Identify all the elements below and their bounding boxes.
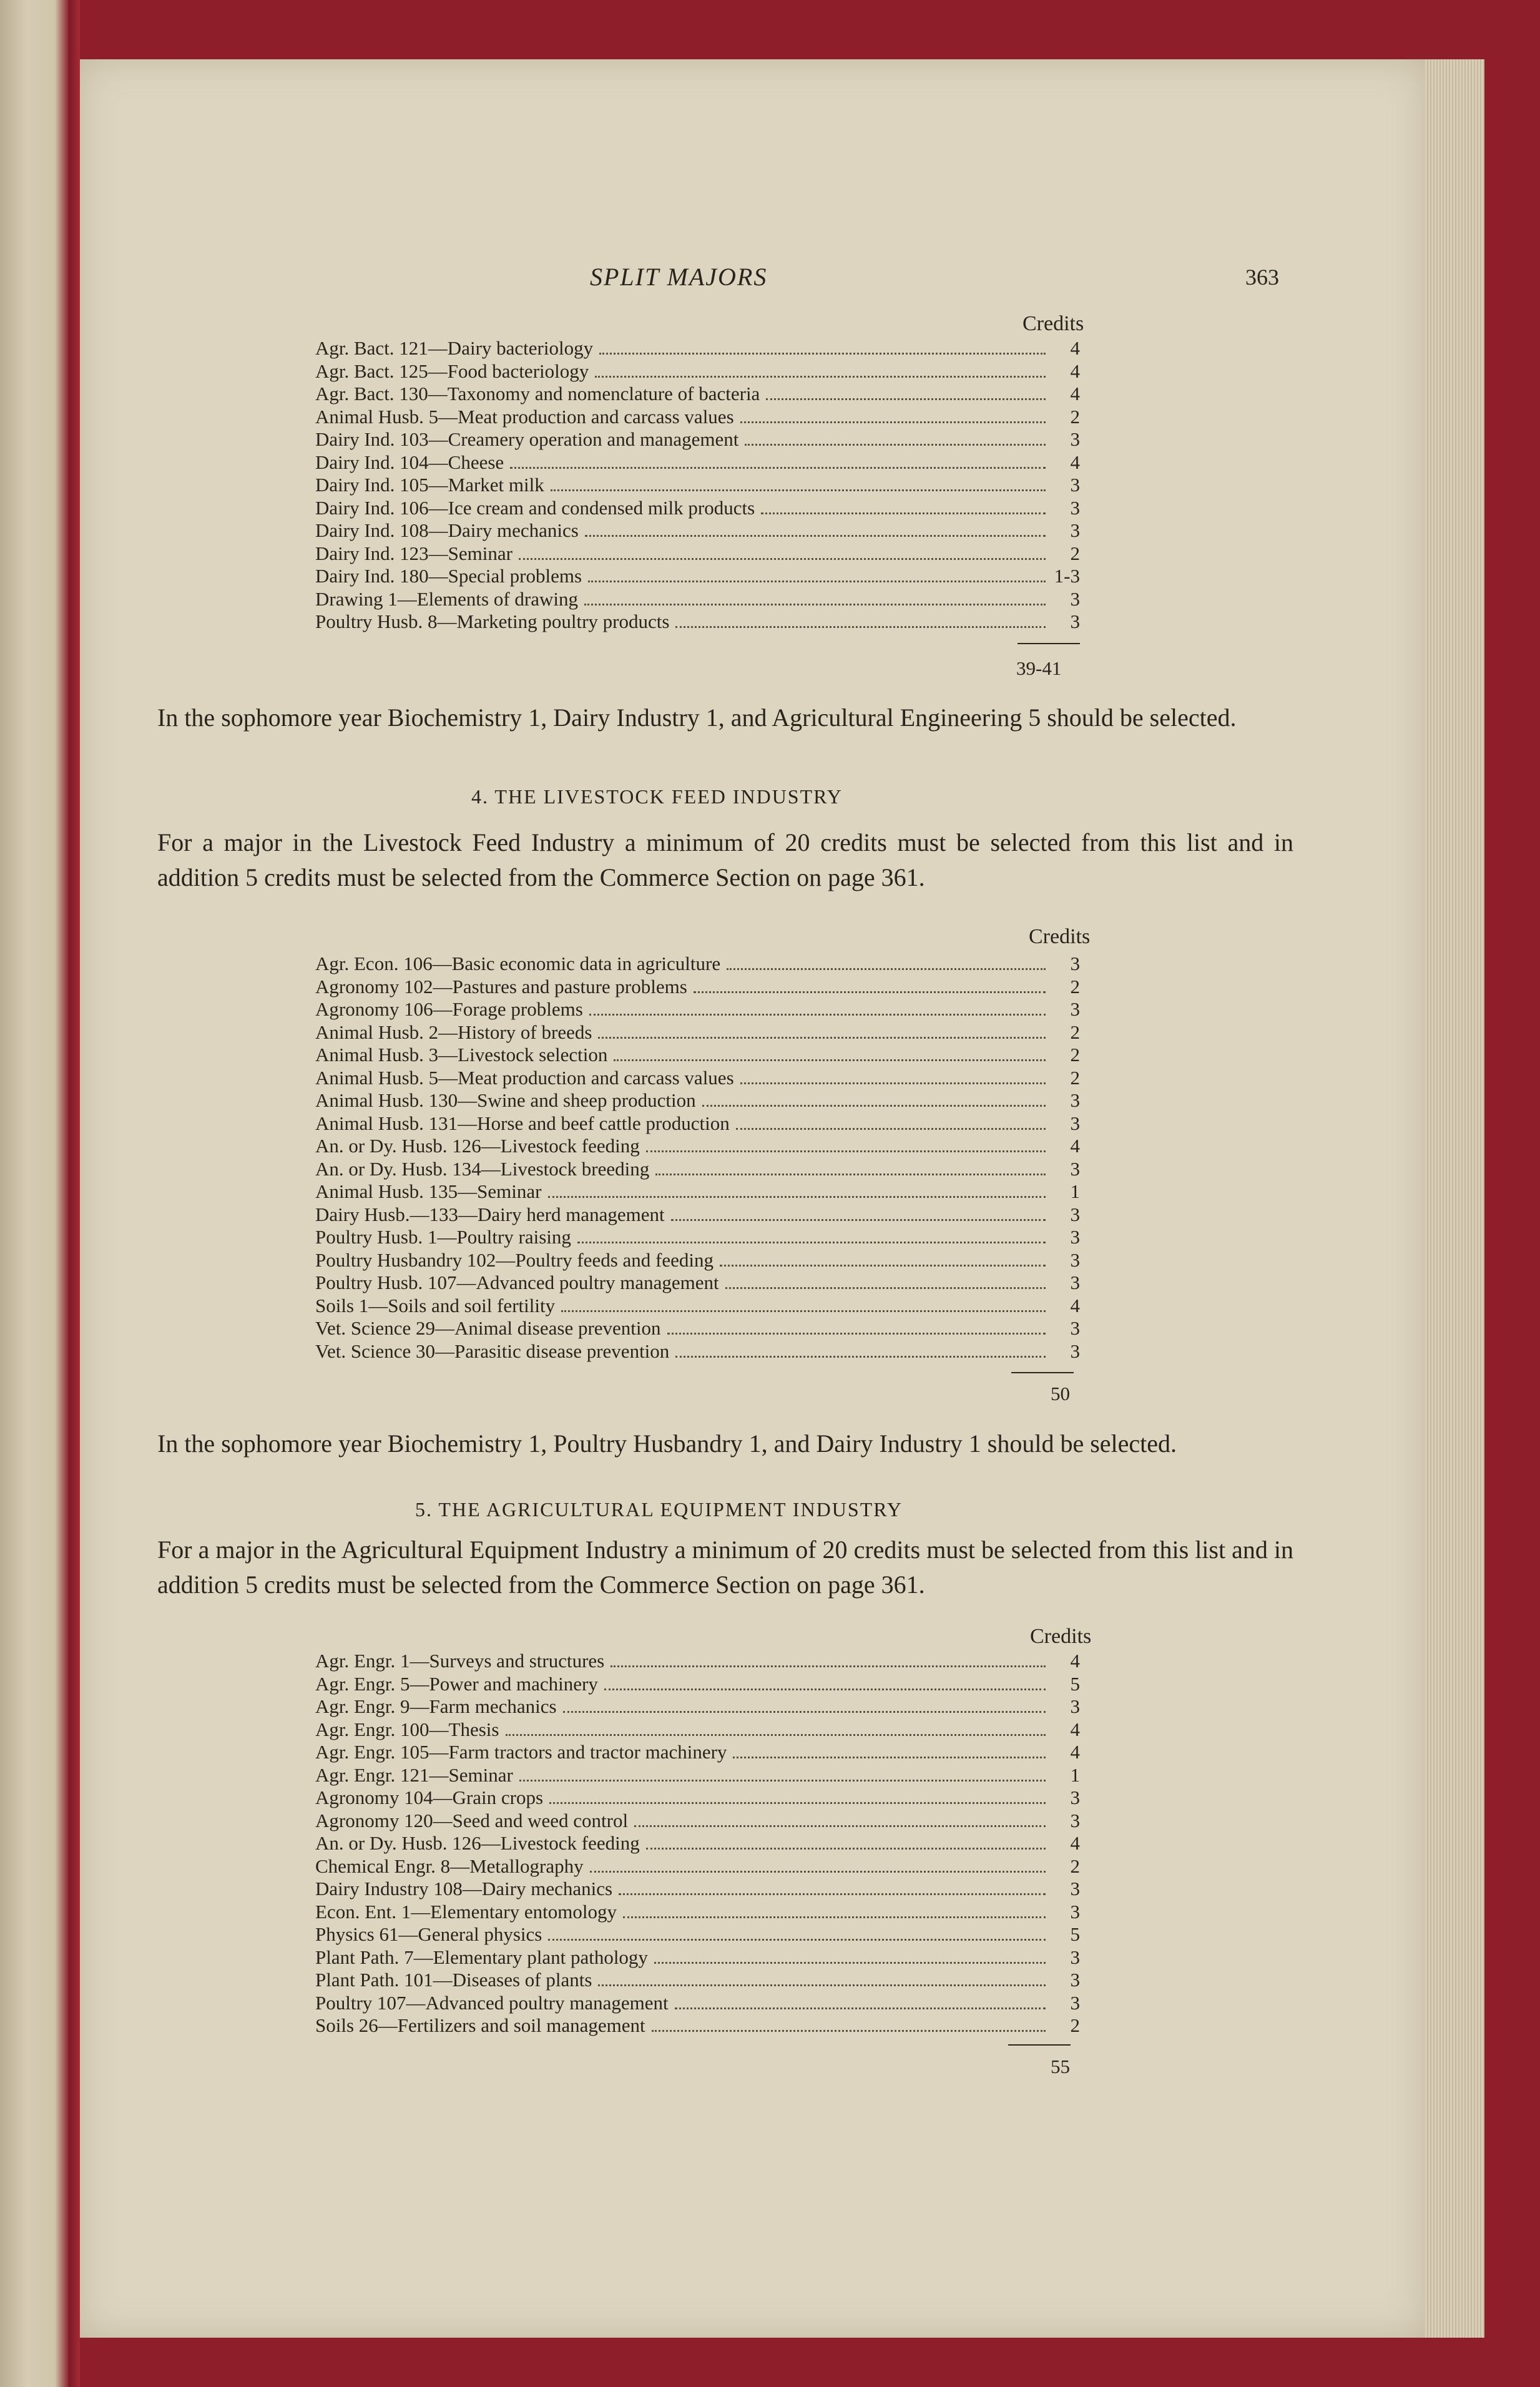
course-credits: 3	[1070, 1226, 1080, 1248]
course-title: Poultry Husb. 107—Advanced poultry management	[315, 1272, 719, 1293]
course-title: Drawing 1—Elements of drawing	[315, 587, 578, 610]
dot-leader	[646, 1150, 1046, 1152]
dot-leader	[675, 1356, 1046, 1358]
course-row	[315, 1718, 1080, 1742]
dot-leader	[761, 512, 1046, 514]
course-credits: 3	[1070, 1809, 1080, 1831]
course-title: Agr. Bact. 121—Dairy bacteriology	[315, 337, 594, 359]
dot-leader	[598, 1037, 1046, 1039]
course-title: Agr. Engr. 105—Farm tractors and tractor machinery	[315, 1741, 727, 1763]
course-row	[315, 1272, 1080, 1295]
dot-leader	[675, 626, 1046, 628]
course-title: Animal Husb. 130—Swine and sheep production	[315, 1089, 696, 1111]
course-row	[315, 1112, 1080, 1135]
dot-leader	[654, 1962, 1046, 1964]
dot-leader	[561, 1310, 1046, 1312]
course-title: Plant Path. 7—Elementary plant pathology	[315, 1946, 648, 1968]
dot-leader	[619, 1893, 1046, 1895]
paragraph-agricultural-equipment: For a major in the Agricultural Equipment Industry a minimum of 20 credits must be selected from this list and in addition 5 credits must be selected from the Commerce Section on page 361.	[157, 1536, 1293, 1599]
dot-leader	[599, 353, 1046, 355]
course-credits: 4	[1070, 451, 1080, 473]
course-list-agricultural-equipment	[315, 1650, 1080, 2037]
course-row	[315, 1021, 1080, 1044]
course-row	[315, 542, 1080, 566]
course-credits: 4	[1070, 383, 1080, 404]
course-credits: 5	[1070, 1923, 1080, 1945]
course-row	[315, 1226, 1080, 1249]
course-credits: 3	[1070, 1112, 1080, 1134]
course-row	[315, 1741, 1080, 1764]
course-credits: 3	[1070, 1340, 1080, 1362]
course-credits: 3	[1070, 1946, 1080, 1968]
course-title: Agronomy 102—Pastures and pasture problems	[315, 975, 687, 997]
course-credits: 1-3	[1054, 565, 1080, 587]
course-title: Poultry 107—Advanced poultry management	[315, 1991, 669, 2014]
course-title: Poultry Husb. 1—Poultry raising	[315, 1226, 571, 1248]
course-title: Agr. Bact. 125—Food bacteriology	[315, 360, 589, 382]
dot-leader	[584, 604, 1046, 605]
course-credits: 4	[1070, 1718, 1080, 1740]
course-row	[315, 1878, 1080, 1901]
dot-leader	[667, 1333, 1046, 1335]
dot-leader	[577, 1242, 1046, 1243]
course-row	[315, 1673, 1080, 1696]
course-title: Animal Husb. 2—History of breeds	[315, 1021, 592, 1043]
course-credits: 2	[1070, 542, 1080, 564]
course-row	[315, 1340, 1080, 1363]
course-credits: 2	[1070, 975, 1080, 997]
course-row	[315, 474, 1080, 497]
dot-leader	[634, 1825, 1046, 1827]
course-credits: 3	[1070, 1900, 1080, 1923]
course-row	[315, 1695, 1080, 1718]
dot-leader	[652, 2030, 1046, 2032]
course-title: Agr. Engr. 100—Thesis	[315, 1718, 499, 1740]
course-credits: 4	[1070, 1832, 1080, 1854]
course-row	[315, 1203, 1080, 1227]
dot-leader	[563, 1711, 1046, 1713]
dot-leader	[598, 1984, 1046, 1986]
dot-leader	[519, 558, 1046, 560]
dot-leader	[623, 1916, 1046, 1918]
course-credits: 4	[1070, 1135, 1080, 1157]
paragraph-sophomore-dairy: In the sophomore year Biochemistry 1, Dairy Industry 1, and Agricultural Engineering 5 should be selected.	[157, 703, 1237, 732]
dot-leader	[733, 1757, 1046, 1758]
course-title: Agr. Engr. 1—Surveys and structures	[315, 1650, 605, 1672]
dot-leader	[506, 1734, 1046, 1736]
course-credits: 3	[1070, 587, 1080, 610]
course-row	[315, 1295, 1080, 1318]
course-title: Agronomy 104—Grain crops	[315, 1787, 544, 1808]
course-credits: 3	[1070, 1157, 1080, 1180]
course-row	[315, 497, 1080, 520]
page-block-edges	[1425, 59, 1484, 2338]
dot-leader	[671, 1219, 1046, 1221]
course-credits: 3	[1070, 428, 1080, 450]
dot-leader	[725, 1287, 1046, 1289]
course-title: Animal Husb. 135—Seminar	[315, 1180, 542, 1202]
course-row	[315, 1135, 1080, 1158]
course-row	[315, 1923, 1080, 1946]
course-credits: 4	[1070, 1294, 1080, 1316]
course-row	[315, 1249, 1080, 1272]
dot-leader	[720, 1265, 1046, 1267]
course-credits: 4	[1070, 1650, 1080, 1672]
course-title: Agr. Engr. 5—Power and machinery	[315, 1672, 598, 1695]
dot-leader	[590, 1871, 1046, 1873]
course-row	[315, 565, 1080, 588]
course-title: Agr. Engr. 121—Seminar	[315, 1763, 513, 1786]
course-credits: 3	[1070, 1878, 1080, 1899]
list-total: 50	[1051, 1383, 1070, 1404]
course-title: Animal Husb. 5—Meat production and carcass values	[315, 405, 734, 428]
course-row	[315, 1855, 1080, 1878]
course-row	[315, 998, 1080, 1021]
dot-leader	[646, 1848, 1046, 1850]
dot-leader	[694, 991, 1046, 993]
dot-leader	[551, 489, 1046, 491]
course-credits: 3	[1070, 519, 1080, 541]
course-credits: 3	[1070, 953, 1080, 974]
course-credits: 3	[1070, 496, 1080, 519]
course-title: Dairy Ind. 105—Market milk	[315, 474, 544, 496]
page-number: 363	[1245, 265, 1279, 290]
course-row	[315, 1764, 1080, 1787]
course-title: Dairy Ind. 108—Dairy mechanics	[315, 519, 579, 541]
dot-leader	[702, 1105, 1046, 1107]
dot-leader	[595, 376, 1046, 378]
dot-leader	[655, 1174, 1046, 1175]
course-row	[315, 337, 1080, 360]
dot-leader	[745, 444, 1046, 446]
course-credits: 3	[1070, 1695, 1080, 1717]
course-credits: 5	[1070, 1672, 1080, 1695]
course-credits: 3	[1070, 1991, 1080, 2014]
course-title: Vet. Science 29—Animal disease prevention	[315, 1317, 661, 1339]
course-title: Agr. Bact. 130—Taxonomy and nomenclature of bacteria	[315, 383, 760, 404]
course-row	[315, 1832, 1080, 1855]
course-row	[315, 1992, 1080, 2015]
course-credits: 3	[1070, 474, 1080, 496]
total-rule	[1008, 2044, 1071, 2046]
course-title: An. or Dy. Husb. 134—Livestock breeding	[315, 1157, 650, 1180]
course-title: Poultry Husb. 8—Marketing poultry products	[315, 610, 670, 632]
course-row	[315, 2014, 1080, 2037]
course-title: Dairy Ind. 123—Seminar	[315, 542, 513, 564]
course-row	[315, 1089, 1080, 1112]
course-title: Dairy Ind. 106—Ice cream and condensed milk products	[315, 496, 755, 519]
course-title: Dairy Ind. 180—Special problems	[315, 565, 582, 587]
dot-leader	[727, 968, 1046, 970]
course-title: Econ. Ent. 1—Elementary entomology	[315, 1900, 617, 1923]
course-row	[315, 1650, 1080, 1673]
facing-page-edge	[0, 0, 69, 2387]
course-list-livestock-feed	[315, 953, 1080, 1363]
dot-leader	[548, 1939, 1046, 1941]
dot-leader	[736, 1128, 1046, 1130]
dot-leader	[549, 1802, 1046, 1804]
course-title: Soils 26—Fertilizers and soil management	[315, 2014, 645, 2036]
course-credits: 2	[1070, 1044, 1080, 1066]
course-row	[315, 610, 1080, 634]
dot-leader	[589, 1014, 1046, 1016]
list-total: 39-41	[1016, 657, 1062, 679]
book-cover-left	[69, 0, 80, 2387]
credits-column-header: Credits	[1023, 312, 1084, 335]
course-title: Dairy Husb.—133—Dairy herd management	[315, 1203, 665, 1225]
course-title: Agr. Engr. 9—Farm mechanics	[315, 1695, 557, 1717]
course-row	[315, 1969, 1080, 1992]
course-row	[315, 1317, 1080, 1340]
course-row	[315, 451, 1080, 474]
list-total: 55	[1051, 2056, 1070, 2077]
course-credits: 2	[1070, 2014, 1080, 2036]
course-credits: 3	[1070, 1272, 1080, 1293]
section-heading-livestock-feed: 4. THE LIVESTOCK FEED INDUSTRY	[471, 785, 843, 808]
course-credits: 3	[1070, 1969, 1080, 1991]
course-row	[315, 1180, 1080, 1203]
course-row	[315, 519, 1080, 542]
course-title: An. or Dy. Husb. 126—Livestock feeding	[315, 1832, 640, 1854]
course-row	[315, 383, 1080, 406]
course-row	[315, 1810, 1080, 1833]
total-rule	[1011, 1372, 1074, 1373]
course-credits: 3	[1070, 1317, 1080, 1339]
course-credits: 4	[1070, 360, 1080, 382]
course-credits: 3	[1070, 610, 1080, 632]
course-credits: 2	[1070, 1021, 1080, 1043]
course-row	[315, 1158, 1080, 1181]
course-title: Poultry Husbandry 102—Poultry feeds and feeding	[315, 1248, 714, 1271]
course-title: Dairy Industry 108—Dairy mechanics	[315, 1878, 613, 1899]
running-head: SPLIT MAJORS	[590, 263, 768, 291]
course-title: Soils 1—Soils and soil fertility	[315, 1294, 556, 1316]
dot-leader	[510, 467, 1046, 469]
course-row	[315, 1787, 1080, 1810]
credits-column-header: Credits	[1029, 925, 1091, 948]
course-title: Animal Husb. 131—Horse and beef cattle production	[315, 1112, 730, 1134]
course-row	[315, 1044, 1080, 1067]
course-title: Dairy Ind. 104—Cheese	[315, 451, 504, 473]
course-credits: 3	[1070, 998, 1080, 1020]
course-credits: 3	[1070, 1089, 1080, 1111]
course-credits: 1	[1070, 1763, 1080, 1786]
dot-leader	[740, 421, 1046, 423]
course-row	[315, 1901, 1080, 1924]
course-row	[315, 360, 1080, 383]
paragraph-livestock-feed: For a major in the Livestock Feed Industry a minimum of 20 credits must be selected from this list and in addition 5 credits must be selected from the Commerce Section on page 361.	[157, 828, 1293, 891]
dot-leader	[766, 398, 1046, 400]
course-credits: 1	[1070, 1180, 1080, 1202]
course-title: An. or Dy. Husb. 126—Livestock feeding	[315, 1135, 640, 1157]
paragraph-sophomore-livestock: In the sophomore year Biochemistry 1, Poultry Husbandry 1, and Dairy Industry 1 should be selected.	[157, 1429, 1177, 1458]
dot-leader	[675, 2007, 1046, 2009]
course-credits: 2	[1070, 405, 1080, 428]
book-cover-right	[1484, 0, 1540, 2387]
course-row	[315, 406, 1080, 429]
dot-leader	[519, 1780, 1046, 1782]
credits-column-header: Credits	[1030, 1625, 1092, 1648]
course-title: Physics 61—General physics	[315, 1923, 542, 1945]
dot-leader	[585, 535, 1046, 537]
dot-leader	[604, 1689, 1046, 1690]
section-heading-agricultural-equipment: 5. THE AGRICULTURAL EQUIPMENT INDUSTRY	[415, 1498, 903, 1521]
course-credits: 4	[1070, 1741, 1080, 1763]
course-credits: 4	[1070, 337, 1080, 359]
dot-leader	[588, 581, 1046, 582]
course-title: Agronomy 106—Forage problems	[315, 998, 583, 1020]
dot-leader	[548, 1196, 1046, 1198]
dot-leader	[740, 1082, 1046, 1084]
course-title: Agronomy 120—Seed and weed control	[315, 1809, 629, 1831]
course-credits: 3	[1070, 1248, 1080, 1271]
course-title: Animal Husb. 5—Meat production and carcass values	[315, 1066, 734, 1089]
course-credits: 2	[1070, 1855, 1080, 1877]
course-title: Plant Path. 101—Diseases of plants	[315, 1969, 592, 1991]
course-row	[315, 953, 1080, 976]
course-credits: 2	[1070, 1066, 1080, 1089]
course-credits: 3	[1070, 1203, 1080, 1225]
course-row	[315, 428, 1080, 451]
course-row	[315, 588, 1080, 611]
course-row	[315, 1946, 1080, 1969]
course-title: Chemical Engr. 8—Metallography	[315, 1855, 584, 1877]
course-row	[315, 1067, 1080, 1090]
course-title: Agr. Econ. 106—Basic economic data in agriculture	[315, 953, 721, 974]
dot-leader	[611, 1665, 1046, 1667]
course-list-dairy	[315, 337, 1080, 634]
total-rule	[1018, 643, 1080, 644]
dot-leader	[614, 1059, 1046, 1061]
course-row	[315, 976, 1080, 999]
course-title: Animal Husb. 3—Livestock selection	[315, 1044, 608, 1066]
course-title: Dairy Ind. 103—Creamery operation and management	[315, 428, 739, 450]
course-title: Vet. Science 30—Parasitic disease prevention	[315, 1340, 670, 1362]
course-credits: 3	[1070, 1787, 1080, 1808]
